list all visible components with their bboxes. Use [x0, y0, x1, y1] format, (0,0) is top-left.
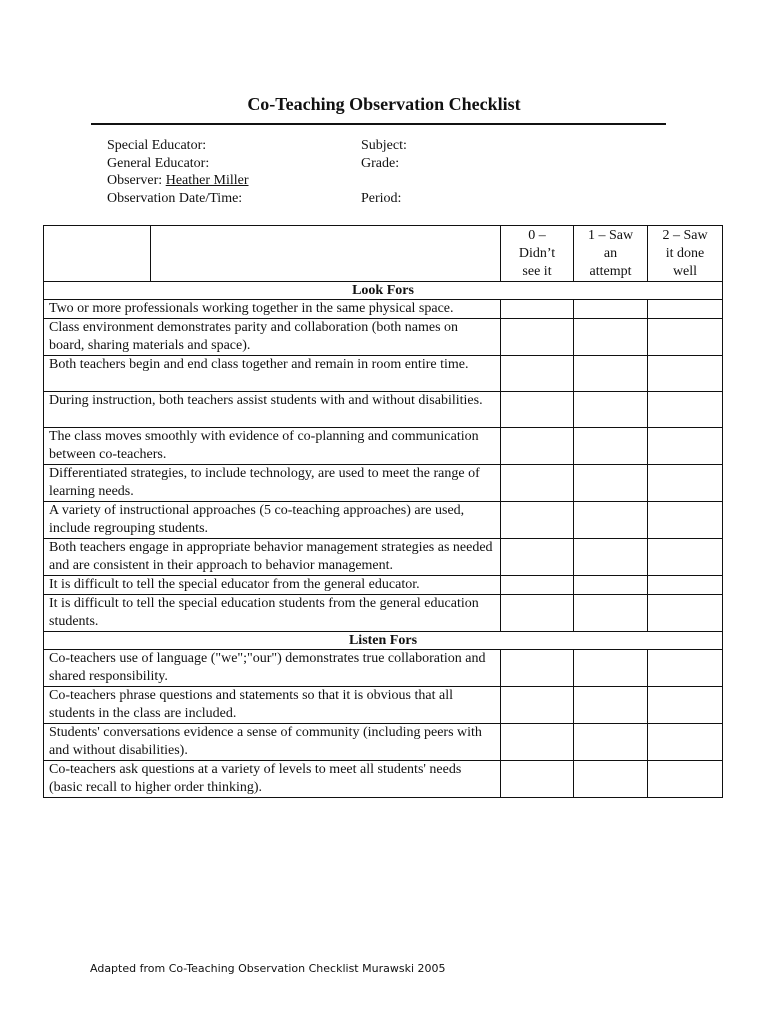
checklist-row — [44, 300, 723, 319]
checklist-row — [44, 595, 723, 632]
checklist-item-text: Students' conversations evidence a sense of community (including peers with and without disabilities). — [44, 724, 501, 761]
score-cell-1[interactable] — [574, 687, 648, 724]
checklist-item-text: Co-teachers phrase questions and statements so that it is obvious that all students in the class are included. — [44, 687, 501, 724]
score-cell-2[interactable] — [648, 502, 723, 539]
score-cell-2[interactable] — [648, 539, 723, 576]
info-left-column — [107, 137, 249, 207]
score-cell-1[interactable] — [574, 595, 648, 632]
checklist-item-text: Two or more professionals working together in the same physical space. — [44, 300, 501, 319]
score-cell-2[interactable] — [648, 356, 723, 392]
observer-name: Heather Miller — [165, 173, 249, 188]
checklist-row — [44, 539, 723, 576]
score-cell-2[interactable] — [648, 576, 723, 595]
checklist-row — [44, 392, 723, 428]
title-divider — [91, 123, 666, 125]
section-header-row — [44, 282, 723, 300]
observer-line — [107, 172, 249, 190]
score-cell-2[interactable] — [648, 465, 723, 502]
score-header-1: 1 – Saw an attempt — [574, 226, 648, 282]
score-cell-0[interactable] — [501, 392, 574, 428]
header-blank-cell — [44, 226, 151, 282]
score-cell-2[interactable] — [648, 319, 723, 356]
score-cell-0[interactable] — [501, 687, 574, 724]
score-cell-2[interactable] — [648, 392, 723, 428]
score-cell-0[interactable] — [501, 319, 574, 356]
checklist-row — [44, 428, 723, 465]
section-header-row — [44, 632, 723, 650]
score-cell-1[interactable] — [574, 761, 648, 798]
checklist-item-text: During instruction, both teachers assist students with and without disabilities. — [44, 392, 501, 428]
score-cell-1[interactable] — [574, 300, 648, 319]
checklist-item-text: Both teachers begin and end class together and remain in room entire time. — [44, 356, 501, 392]
subject-label: Subject: — [361, 138, 407, 153]
checklist-item-text: Both teachers engage in appropriate behavior management strategies as needed and are consistent in their approach to behavior management. — [44, 539, 501, 576]
checklist-row — [44, 576, 723, 595]
special-educator-label: Special Educator: — [107, 138, 207, 153]
score-cell-0[interactable] — [501, 465, 574, 502]
checklist-item-text: Co-teachers ask questions at a variety of levels to meet all students' needs (basic recall to higher order thinking). — [44, 761, 501, 798]
header-blank-cell — [151, 226, 501, 282]
score-cell-0[interactable] — [501, 539, 574, 576]
score-cell-2[interactable] — [648, 650, 723, 687]
checklist-row — [44, 319, 723, 356]
score-cell-1[interactable] — [574, 319, 648, 356]
score-cell-0[interactable] — [501, 576, 574, 595]
checklist-item-text: Class environment demonstrates parity and collaboration (both names on board, sharing materials and space). — [44, 319, 501, 356]
document-title: Co-Teaching Observation Checklist — [247, 94, 521, 114]
score-cell-0[interactable] — [501, 761, 574, 798]
score-cell-0[interactable] — [501, 428, 574, 465]
score-cell-0[interactable] — [501, 650, 574, 687]
score-cell-0[interactable] — [501, 356, 574, 392]
checklist-row — [44, 502, 723, 539]
checklist-row — [44, 356, 723, 392]
checklist-table — [43, 225, 723, 798]
observer-label: Observer: — [107, 173, 166, 188]
score-cell-2[interactable] — [648, 687, 723, 724]
score-header-0: 0 – Didn’t see it — [501, 226, 574, 282]
period-label: Period: — [361, 190, 402, 206]
score-cell-1[interactable] — [574, 724, 648, 761]
checklist-row — [44, 761, 723, 798]
checklist-row — [44, 465, 723, 502]
checklist-row — [44, 650, 723, 687]
score-cell-2[interactable] — [648, 595, 723, 632]
score-cell-1[interactable] — [574, 650, 648, 687]
score-cell-1[interactable] — [574, 576, 648, 595]
score-cell-1[interactable] — [574, 356, 648, 392]
checklist-row — [44, 724, 723, 761]
score-cell-1[interactable] — [574, 502, 648, 539]
score-cell-1[interactable] — [574, 428, 648, 465]
section-title: Listen Fors — [44, 632, 723, 650]
section-title: Look Fors — [44, 282, 723, 300]
checklist-item-text: It is difficult to tell the special educator from the general educator. — [44, 576, 501, 595]
score-cell-1[interactable] — [574, 465, 648, 502]
score-cell-2[interactable] — [648, 761, 723, 798]
source-footer: Adapted from Co-Teaching Observation Checklist Murawski 2005 — [90, 962, 446, 975]
checklist-item-text: Co-teachers use of language ("we";"our") demonstrates true collaboration and shared responsibility. — [44, 650, 501, 687]
table-header-row — [44, 226, 723, 282]
score-header-2: 2 – Saw it done well — [648, 226, 723, 282]
grade-label: Grade: — [361, 155, 400, 171]
observation-date-label: Observation Date/Time: — [107, 190, 243, 206]
checklist-item-text: A variety of instructional approaches (5 co-teaching approaches) are used, include regrouping students. — [44, 502, 501, 539]
checklist-item-text: The class moves smoothly with evidence of co-planning and communication between co-teachers. — [44, 428, 501, 465]
score-cell-0[interactable] — [501, 300, 574, 319]
general-educator-label: General Educator: — [107, 155, 210, 171]
score-cell-0[interactable] — [501, 502, 574, 539]
score-cell-1[interactable] — [574, 539, 648, 576]
score-cell-2[interactable] — [648, 300, 723, 319]
checklist-item-text: It is difficult to tell the special education students from the general education students. — [44, 595, 501, 632]
score-cell-2[interactable] — [648, 724, 723, 761]
info-right-column — [361, 137, 407, 207]
score-cell-0[interactable] — [501, 724, 574, 761]
score-cell-0[interactable] — [501, 595, 574, 632]
checklist-row — [44, 687, 723, 724]
checklist-item-text: Differentiated strategies, to include technology, are used to meet the range of learning needs. — [44, 465, 501, 502]
score-cell-2[interactable] — [648, 428, 723, 465]
score-cell-1[interactable] — [574, 392, 648, 428]
